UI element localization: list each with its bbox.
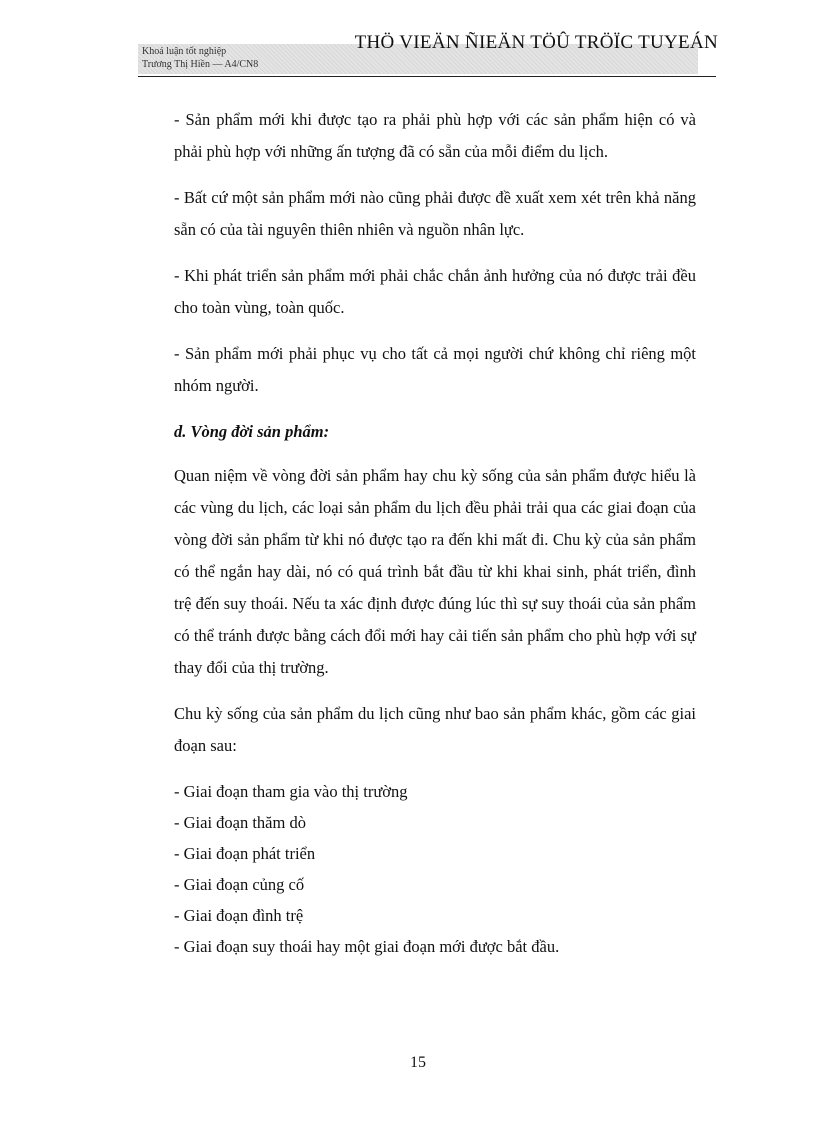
list-item: - Giai đoạn tham gia vào thị trường xyxy=(174,782,408,801)
list-item: - Giai đoạn củng cố xyxy=(174,875,305,894)
list-item: - Giai đoạn thăm dò xyxy=(174,813,306,832)
paragraph-new-product-fit: - Sản phẩm mới khi được tạo ra phải phù hợp với các sản phẩm hiện có và phải phù hợp với những ấn tượng đã có sẵn của mỗi điểm du lịch. xyxy=(174,110,696,161)
list-item: - Giai đoạn phát triển xyxy=(174,844,316,863)
section-heading: d. Vòng đời sản phẩm: xyxy=(174,422,330,441)
paragraph-lifecycle-concept: Quan niệm về vòng đời sản phẩm hay chu kỳ sống của sản phẩm được hiểu là các vùng du lịch, các loại sản phẩm du lịch đều phải trải qua các giai đoạn của vòng đời sản phẩm từ khi nó được tạo ra đến khi mất đi. Chu kỳ của sản phẩm có thể ngắn hay dài, nó có quá trình bắt đầu từ khi khai sinh, phát triển, đình trệ đến suy thoái. Nếu ta xác định được đúng lúc thì sự suy thoái của sản phẩm có thể tránh được bằng cách đổi mới hay cải tiến sản phẩm cho phù hợp với sự thay đổi của thị trường. xyxy=(174,466,696,677)
page-content xyxy=(174,104,696,962)
paragraph-new-product-impact: - Khi phát triển sản phẩm mới phải chắc chắn ảnh hưởng của nó được trải đều cho toàn vùng, toàn quốc. xyxy=(174,266,696,317)
header-library-title: THÖ VIEÄN ÑIEÄN TÖÛ TRÖÏC TUYEÁN xyxy=(354,32,718,53)
paragraph-new-product-resources: - Bất cứ một sản phẩm mới nào cũng phải được đề xuất xem xét trên khả năng sẵn có của tài nguyên thiên nhiên và nguồn nhân lực. xyxy=(174,188,696,239)
header-document-info xyxy=(142,46,258,71)
paragraph-lifecycle-intro: Chu kỳ sống của sản phẩm du lịch cũng như bao sản phẩm khác, gồm các giai đoạn sau: xyxy=(174,704,696,755)
list-item: - Giai đoạn suy thoái hay một giai đoạn mới được bắt đầu. xyxy=(174,937,560,956)
header-thesis-label: Khoá luận tốt nghiệp xyxy=(142,46,227,57)
paragraph-new-product-audience: - Sản phẩm mới phải phục vụ cho tất cả mọi người chứ không chỉ riêng một nhóm người. xyxy=(174,344,696,395)
page-number: 15 xyxy=(410,1054,426,1071)
lifecycle-stage-list xyxy=(174,776,696,962)
list-item: - Giai đoạn đình trệ xyxy=(174,906,304,925)
page-header xyxy=(138,28,716,77)
header-author-class: Trương Thị Hiền — A4/CN8 xyxy=(142,58,259,70)
